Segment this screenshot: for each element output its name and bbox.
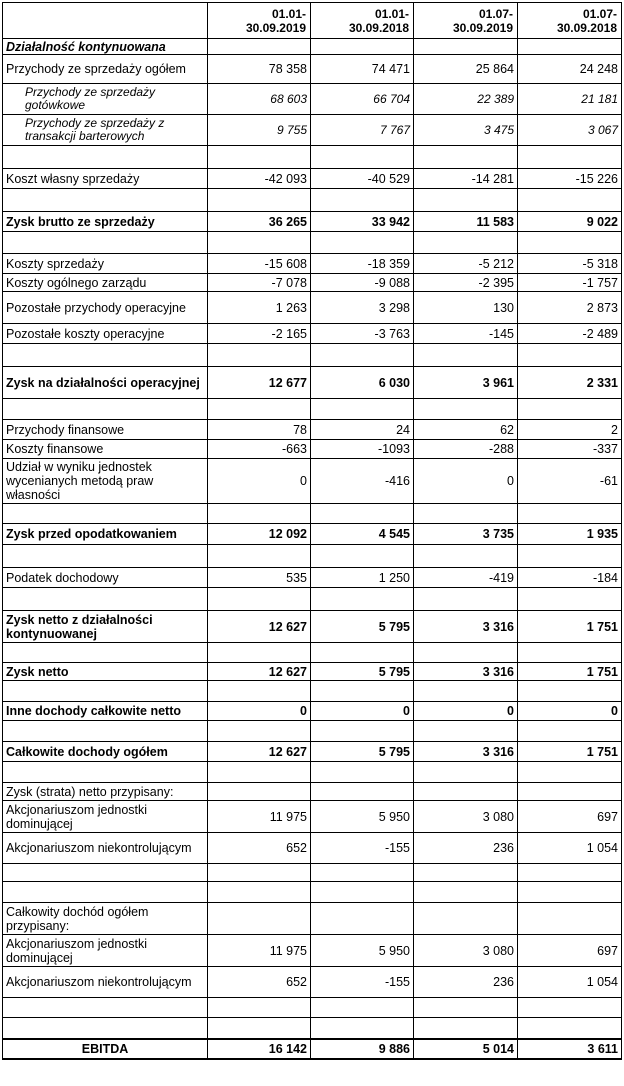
value-cell xyxy=(311,189,414,212)
value-cell: 697 xyxy=(518,801,622,833)
spacer-row xyxy=(3,998,622,1018)
value-cell xyxy=(518,588,622,611)
row-label xyxy=(3,399,208,420)
value-cell xyxy=(208,189,311,212)
table-row xyxy=(3,84,622,115)
spacer-row xyxy=(3,232,622,254)
value-cell: -40 529 xyxy=(311,169,414,189)
row-label: Koszty ogólnego zarządu xyxy=(3,274,208,292)
value-cell xyxy=(414,643,518,663)
value-cell: -9 088 xyxy=(311,274,414,292)
value-cell xyxy=(414,882,518,903)
table-row xyxy=(3,967,622,998)
value-cell xyxy=(414,232,518,254)
value-cell xyxy=(208,504,311,524)
value-cell: 1 250 xyxy=(311,568,414,588)
value-cell xyxy=(311,588,414,611)
value-cell xyxy=(414,721,518,742)
value-cell: 3 316 xyxy=(414,742,518,762)
column-header-line: 01.07- xyxy=(582,6,617,21)
value-cell: 12 627 xyxy=(208,663,311,681)
row-label: Zysk brutto ze sprzedaży xyxy=(3,212,208,232)
value-cell: 2 xyxy=(518,420,622,440)
value-cell: 12 092 xyxy=(208,524,311,545)
table-row xyxy=(3,39,622,55)
value-cell xyxy=(208,232,311,254)
value-cell xyxy=(311,504,414,524)
value-cell: 3 080 xyxy=(414,935,518,967)
value-cell xyxy=(414,504,518,524)
value-cell: 236 xyxy=(414,967,518,998)
spacer-row xyxy=(3,1018,622,1039)
value-cell xyxy=(414,864,518,882)
value-cell: 11 975 xyxy=(208,801,311,833)
value-cell: 3 611 xyxy=(518,1039,622,1059)
value-cell: 62 xyxy=(414,420,518,440)
spacer-row xyxy=(3,344,622,367)
value-cell: 11 583 xyxy=(414,212,518,232)
table-row xyxy=(3,524,622,545)
table-row xyxy=(3,935,622,967)
value-cell xyxy=(518,399,622,420)
spacer-row xyxy=(3,882,622,903)
value-cell: 1 054 xyxy=(518,833,622,864)
value-cell xyxy=(311,39,414,55)
value-cell xyxy=(518,783,622,801)
value-cell: 11 975 xyxy=(208,935,311,967)
value-cell: 535 xyxy=(208,568,311,588)
value-cell: 5 795 xyxy=(311,611,414,643)
value-cell xyxy=(208,882,311,903)
value-cell: 0 xyxy=(311,702,414,721)
value-cell xyxy=(414,783,518,801)
spacer-row xyxy=(3,864,622,882)
row-label xyxy=(3,189,208,212)
value-cell: 3 080 xyxy=(414,801,518,833)
spacer-row xyxy=(3,504,622,524)
spacer-row xyxy=(3,643,622,663)
value-cell: 0 xyxy=(414,702,518,721)
value-cell xyxy=(311,146,414,169)
value-cell: -42 093 xyxy=(208,169,311,189)
value-cell: 16 142 xyxy=(208,1039,311,1059)
value-cell xyxy=(208,903,311,935)
value-cell xyxy=(414,588,518,611)
value-cell xyxy=(518,762,622,783)
column-header-line: 30.09.2019 xyxy=(245,20,306,35)
value-cell: -15 226 xyxy=(518,169,622,189)
row-label xyxy=(3,146,208,169)
value-cell: -337 xyxy=(518,440,622,459)
value-cell: 1 751 xyxy=(518,663,622,681)
value-cell xyxy=(414,903,518,935)
value-cell xyxy=(311,399,414,420)
value-cell: 5 950 xyxy=(311,801,414,833)
value-cell xyxy=(208,783,311,801)
value-cell: 130 xyxy=(414,292,518,324)
column-header-line: 01.07- xyxy=(478,6,513,21)
value-cell xyxy=(311,545,414,568)
value-cell xyxy=(208,588,311,611)
row-label: Koszty sprzedaży xyxy=(3,254,208,274)
value-cell: 652 xyxy=(208,833,311,864)
value-cell xyxy=(414,399,518,420)
column-header-line: 30.09.2019 xyxy=(452,20,513,35)
value-cell: 21 181 xyxy=(518,84,622,115)
value-cell xyxy=(208,146,311,169)
value-cell xyxy=(311,681,414,702)
value-cell xyxy=(311,344,414,367)
value-cell xyxy=(208,1018,311,1039)
value-cell xyxy=(208,998,311,1018)
value-cell: 12 627 xyxy=(208,742,311,762)
row-label: Przychody ze sprzedaży z transakcji barterowych xyxy=(3,115,208,146)
row-label: Akcjonariuszom jednostki dominującej xyxy=(3,801,208,833)
value-cell: -288 xyxy=(414,440,518,459)
table-row xyxy=(3,702,622,721)
value-cell: 1 054 xyxy=(518,967,622,998)
row-label xyxy=(3,1018,208,1039)
value-cell: -1093 xyxy=(311,440,414,459)
header-row xyxy=(3,3,622,39)
row-label xyxy=(3,998,208,1018)
value-cell: -155 xyxy=(311,833,414,864)
row-label: Podatek dochodowy xyxy=(3,568,208,588)
row-label: Przychody ze sprzedaży gotówkowe xyxy=(3,84,208,115)
spacer-row xyxy=(3,588,622,611)
row-label xyxy=(3,721,208,742)
row-label xyxy=(3,882,208,903)
table-row xyxy=(3,55,622,84)
value-cell: 4 545 xyxy=(311,524,414,545)
value-cell: 1 263 xyxy=(208,292,311,324)
row-label: Koszt własny sprzedaży xyxy=(3,169,208,189)
value-cell: 74 471 xyxy=(311,55,414,84)
table-row xyxy=(3,292,622,324)
row-label xyxy=(3,681,208,702)
value-cell: 652 xyxy=(208,967,311,998)
value-cell: -2 165 xyxy=(208,324,311,344)
value-cell: 3 316 xyxy=(414,611,518,643)
row-label xyxy=(3,864,208,882)
value-cell: 24 xyxy=(311,420,414,440)
value-cell: -2 395 xyxy=(414,274,518,292)
column-header-line: 30.09.2018 xyxy=(556,20,617,35)
value-cell xyxy=(518,189,622,212)
table-row xyxy=(3,801,622,833)
table-row xyxy=(3,274,622,292)
value-cell: 7 767 xyxy=(311,115,414,146)
value-cell: 9 886 xyxy=(311,1039,414,1059)
value-cell: 68 603 xyxy=(208,84,311,115)
value-cell xyxy=(518,998,622,1018)
value-cell xyxy=(518,721,622,742)
value-cell: 3 735 xyxy=(414,524,518,545)
spacer-row xyxy=(3,399,622,420)
row-label xyxy=(3,762,208,783)
value-cell: 33 942 xyxy=(311,212,414,232)
table-row xyxy=(3,212,622,232)
value-cell: 1 751 xyxy=(518,611,622,643)
ebitda-row xyxy=(3,1039,622,1059)
value-cell xyxy=(311,721,414,742)
value-cell: -61 xyxy=(518,459,622,504)
value-cell xyxy=(208,399,311,420)
value-cell: -155 xyxy=(311,967,414,998)
value-cell xyxy=(414,39,518,55)
table-row xyxy=(3,440,622,459)
spacer-row xyxy=(3,762,622,783)
table-row xyxy=(3,420,622,440)
table-row xyxy=(3,324,622,344)
value-cell: 9 022 xyxy=(518,212,622,232)
value-cell xyxy=(208,721,311,742)
value-cell xyxy=(518,643,622,663)
row-label xyxy=(3,643,208,663)
value-cell: 12 627 xyxy=(208,611,311,643)
row-label xyxy=(3,232,208,254)
value-cell: 22 389 xyxy=(414,84,518,115)
value-cell: 5 950 xyxy=(311,935,414,967)
column-header xyxy=(311,3,414,39)
value-cell: 3 067 xyxy=(518,115,622,146)
income-statement-table xyxy=(2,2,622,1060)
value-cell xyxy=(208,762,311,783)
value-cell: -1 757 xyxy=(518,274,622,292)
table-row xyxy=(3,742,622,762)
value-cell: 12 677 xyxy=(208,367,311,399)
value-cell: 78 xyxy=(208,420,311,440)
value-cell xyxy=(311,643,414,663)
value-cell: 9 755 xyxy=(208,115,311,146)
value-cell: 36 265 xyxy=(208,212,311,232)
value-cell: 66 704 xyxy=(311,84,414,115)
row-label: Pozostałe koszty operacyjne xyxy=(3,324,208,344)
table-row xyxy=(3,459,622,504)
table-row xyxy=(3,568,622,588)
header-corner-cell xyxy=(3,3,208,39)
value-cell: 0 xyxy=(208,459,311,504)
column-header-line: 01.01- xyxy=(374,6,409,21)
value-cell xyxy=(518,864,622,882)
row-label: Zysk netto z działalności kontynuowanej xyxy=(3,611,208,643)
value-cell xyxy=(518,1018,622,1039)
value-cell xyxy=(414,146,518,169)
spacer-row xyxy=(3,146,622,169)
row-label: Udział w wyniku jednostek wycenianych metodą praw własności xyxy=(3,459,208,504)
value-cell: 0 xyxy=(414,459,518,504)
value-cell: -663 xyxy=(208,440,311,459)
value-cell: -184 xyxy=(518,568,622,588)
value-cell xyxy=(518,146,622,169)
value-cell: 2 873 xyxy=(518,292,622,324)
row-label: Akcjonariuszom niekontrolującym xyxy=(3,967,208,998)
row-label: Akcjonariuszom niekontrolującym xyxy=(3,833,208,864)
row-label: Zysk przed opodatkowaniem xyxy=(3,524,208,545)
value-cell xyxy=(518,681,622,702)
spacer-row xyxy=(3,681,622,702)
value-cell: -5 212 xyxy=(414,254,518,274)
row-label: Koszty finansowe xyxy=(3,440,208,459)
row-label: EBITDA xyxy=(3,1039,208,1059)
row-label: Zysk (strata) netto przypisany: xyxy=(3,783,208,801)
row-label xyxy=(3,588,208,611)
row-label: Akcjonariuszom jednostki dominującej xyxy=(3,935,208,967)
value-cell: 5 014 xyxy=(414,1039,518,1059)
table-row xyxy=(3,169,622,189)
value-cell: -3 763 xyxy=(311,324,414,344)
value-cell xyxy=(518,504,622,524)
table-row xyxy=(3,115,622,146)
row-label: Przychody finansowe xyxy=(3,420,208,440)
table-row xyxy=(3,663,622,681)
value-cell: 5 795 xyxy=(311,663,414,681)
value-cell xyxy=(518,545,622,568)
value-cell xyxy=(311,903,414,935)
value-cell: 25 864 xyxy=(414,55,518,84)
table-row xyxy=(3,367,622,399)
value-cell: -419 xyxy=(414,568,518,588)
value-cell xyxy=(518,344,622,367)
row-label: Inne dochody całkowite netto xyxy=(3,702,208,721)
row-label xyxy=(3,504,208,524)
column-header xyxy=(208,3,311,39)
value-cell: -15 608 xyxy=(208,254,311,274)
value-cell: 5 795 xyxy=(311,742,414,762)
value-cell xyxy=(311,882,414,903)
value-cell: 6 030 xyxy=(311,367,414,399)
row-label: Działalność kontynuowana xyxy=(3,39,208,55)
value-cell xyxy=(311,864,414,882)
value-cell xyxy=(208,864,311,882)
value-cell xyxy=(414,344,518,367)
value-cell xyxy=(518,903,622,935)
value-cell: 0 xyxy=(518,702,622,721)
value-cell xyxy=(208,545,311,568)
row-label xyxy=(3,344,208,367)
value-cell xyxy=(414,189,518,212)
value-cell xyxy=(311,1018,414,1039)
value-cell: 2 331 xyxy=(518,367,622,399)
value-cell xyxy=(518,882,622,903)
value-cell xyxy=(311,232,414,254)
value-cell: -2 489 xyxy=(518,324,622,344)
value-cell: 0 xyxy=(208,702,311,721)
value-cell: -18 359 xyxy=(311,254,414,274)
row-label: Zysk na działalności operacyjnej xyxy=(3,367,208,399)
value-cell xyxy=(518,232,622,254)
value-cell: -145 xyxy=(414,324,518,344)
value-cell xyxy=(208,643,311,663)
table-row xyxy=(3,783,622,801)
value-cell xyxy=(518,39,622,55)
row-label: Zysk netto xyxy=(3,663,208,681)
value-cell: 3 961 xyxy=(414,367,518,399)
column-header-line: 01.01- xyxy=(271,6,306,21)
value-cell: 697 xyxy=(518,935,622,967)
table-row xyxy=(3,254,622,274)
row-label: Całkowity dochód ogółem przypisany: xyxy=(3,903,208,935)
value-cell xyxy=(208,39,311,55)
row-label xyxy=(3,545,208,568)
value-cell: 3 475 xyxy=(414,115,518,146)
value-cell xyxy=(414,545,518,568)
column-header xyxy=(518,3,622,39)
value-cell xyxy=(311,998,414,1018)
table-row xyxy=(3,833,622,864)
value-cell xyxy=(414,762,518,783)
value-cell: 1 935 xyxy=(518,524,622,545)
value-cell xyxy=(311,783,414,801)
column-header-line: 30.09.2018 xyxy=(348,20,409,35)
value-cell xyxy=(208,681,311,702)
value-cell: 236 xyxy=(414,833,518,864)
value-cell: 78 358 xyxy=(208,55,311,84)
value-cell xyxy=(414,998,518,1018)
value-cell: -416 xyxy=(311,459,414,504)
spacer-row xyxy=(3,721,622,742)
column-header xyxy=(414,3,518,39)
table-row xyxy=(3,903,622,935)
row-label: Całkowite dochody ogółem xyxy=(3,742,208,762)
row-label: Przychody ze sprzedaży ogółem xyxy=(3,55,208,84)
value-cell xyxy=(414,681,518,702)
table-row xyxy=(3,611,622,643)
value-cell xyxy=(208,344,311,367)
spacer-row xyxy=(3,189,622,212)
value-cell: -14 281 xyxy=(414,169,518,189)
row-label: Pozostałe przychody operacyjne xyxy=(3,292,208,324)
value-cell: 3 316 xyxy=(414,663,518,681)
value-cell: 1 751 xyxy=(518,742,622,762)
value-cell: 3 298 xyxy=(311,292,414,324)
value-cell: -7 078 xyxy=(208,274,311,292)
value-cell xyxy=(414,1018,518,1039)
value-cell xyxy=(311,762,414,783)
value-cell: -5 318 xyxy=(518,254,622,274)
value-cell: 24 248 xyxy=(518,55,622,84)
spacer-row xyxy=(3,545,622,568)
